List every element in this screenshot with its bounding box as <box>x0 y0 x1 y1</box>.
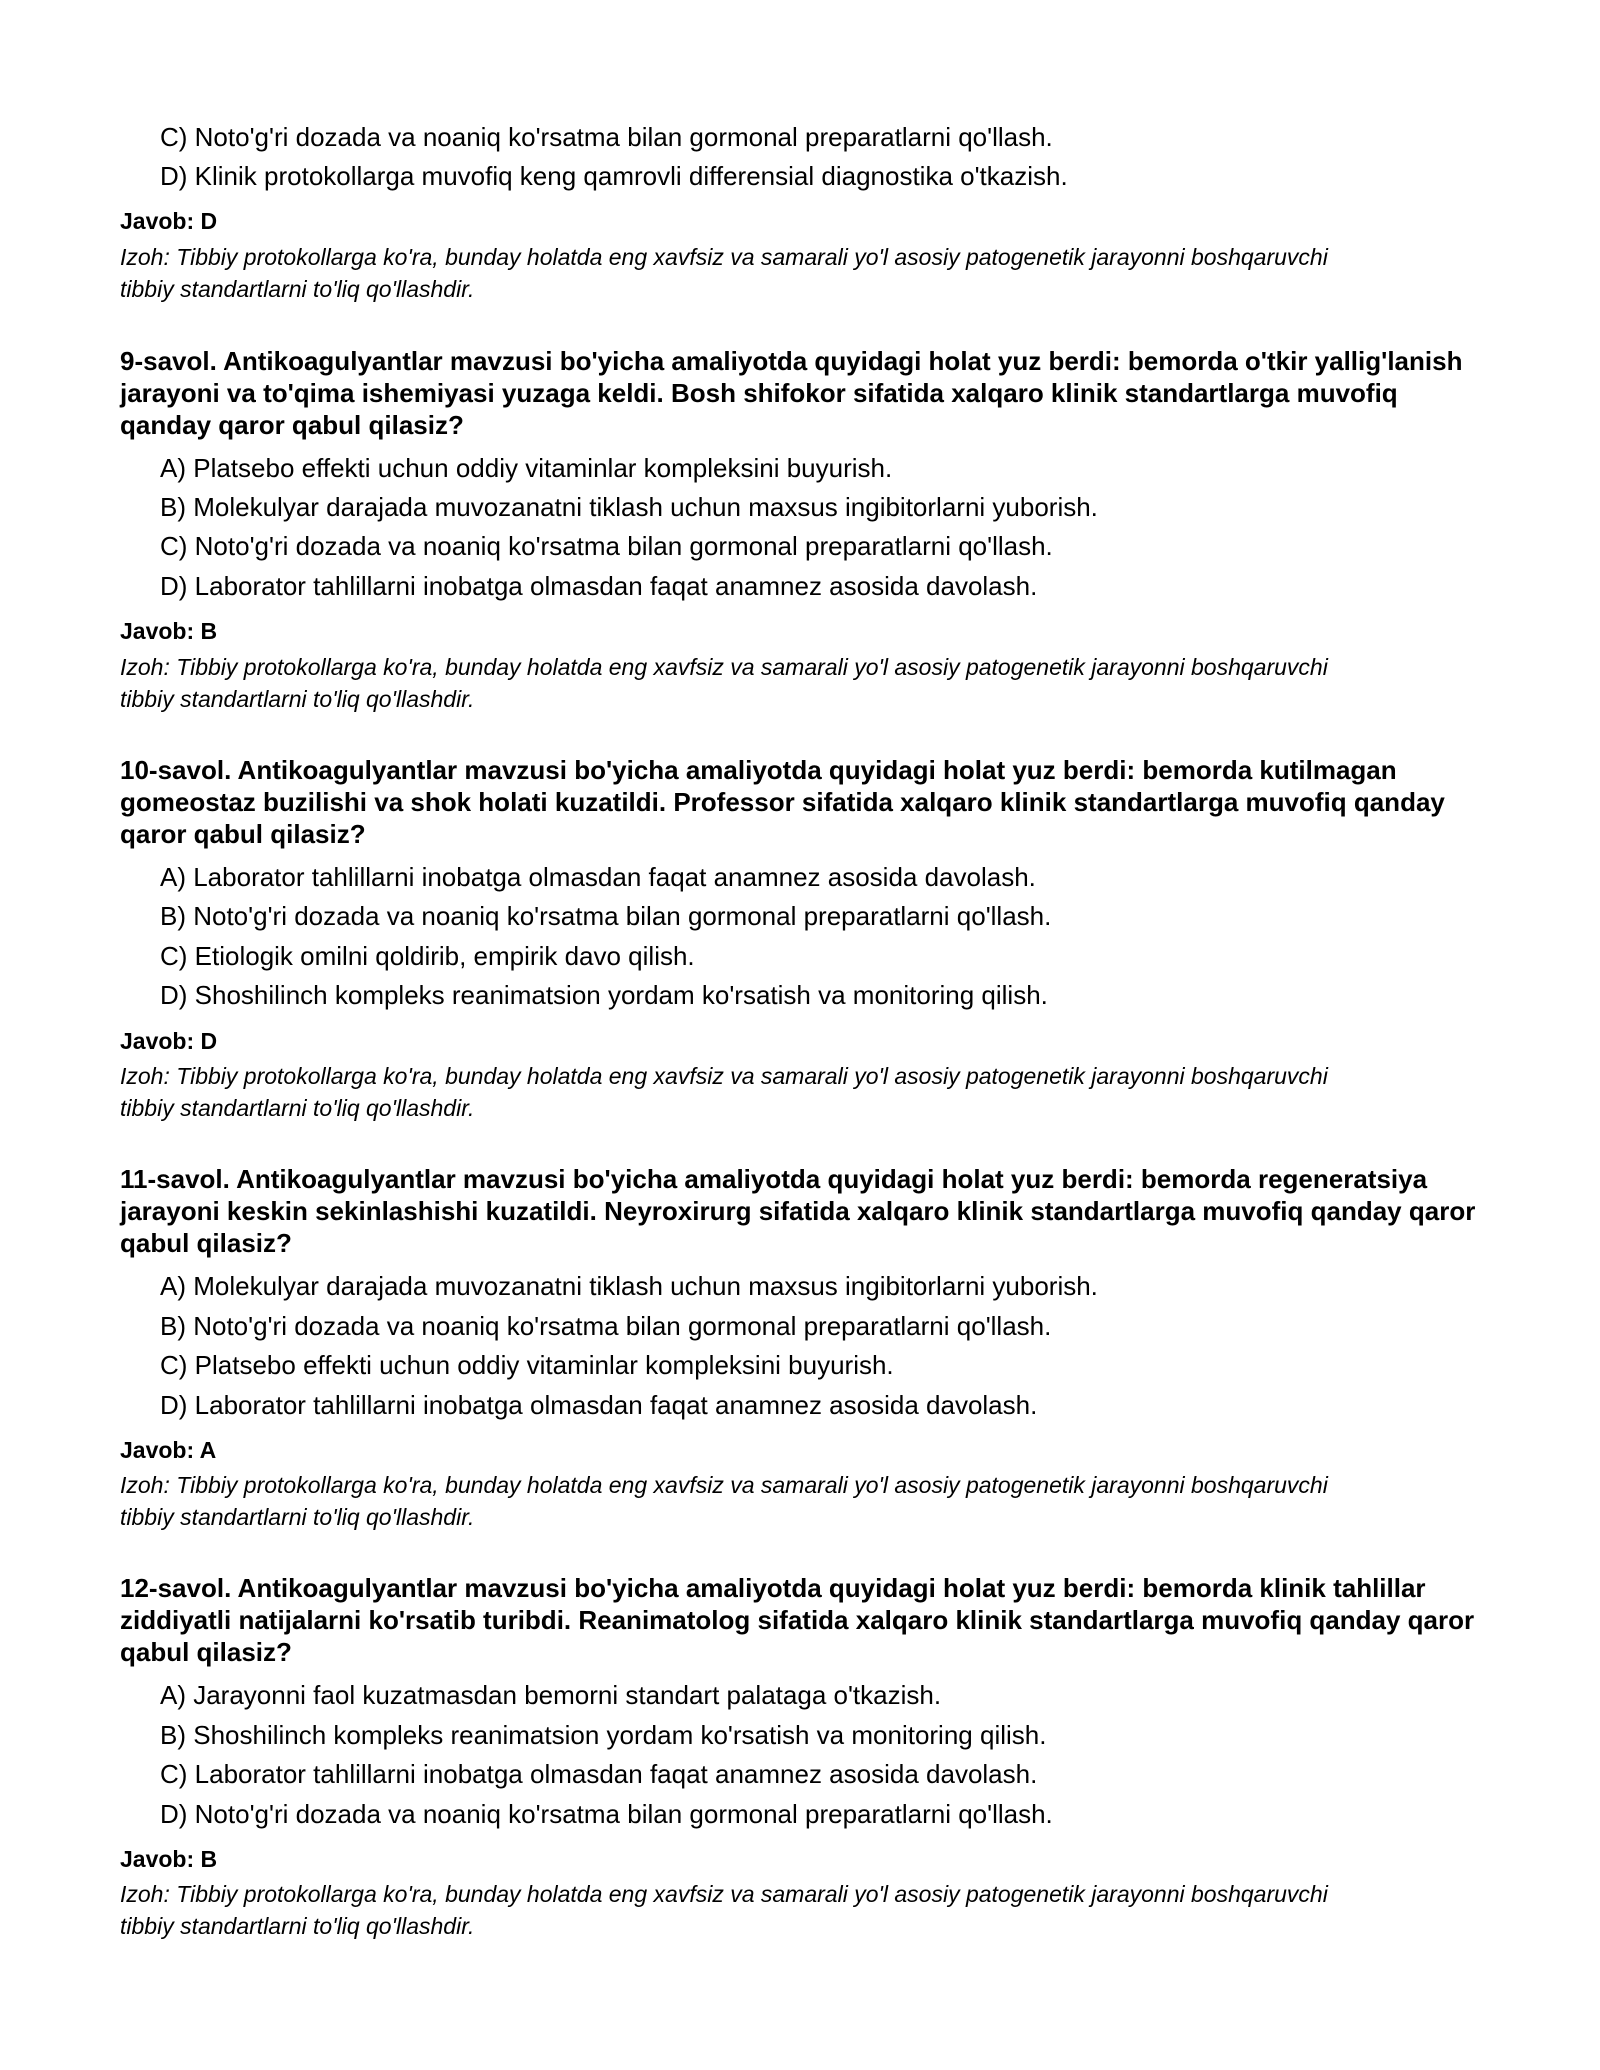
question-11-option-d: D) Laborator tahlillarni inobatga olmasdan faqat anamnez asosida davolash. <box>160 1390 1038 1420</box>
question-10-option-c: C) Etiologik omilni qoldirib, empirik davo qilish. <box>160 941 695 971</box>
question-12-option-b: B) Shoshilinch kompleks reanimatsion yordam ko'rsatish va monitoring qilish. <box>160 1720 1047 1750</box>
question-10-note: Izoh: Tibbiy protokollarga ko'ra, bunday holatda eng xavfsiz va samarali yo'l asosiy patogenetik jarayonni boshqaruvchi tibbiy standartlarni to'liq qo'llashdir. <box>120 1063 1328 1121</box>
explanation-note: Izoh: Tibbiy protokollarga ko'ra, bunday holatda eng xavfsiz va samarali yo'l asosiy patogenetik jarayonni boshqaruvchi tibbiy standartlarni to'liq qo'llashdir. <box>120 244 1328 302</box>
question-10-option-a: A) Laborator tahlillarni inobatga olmasdan faqat anamnez asosida davolash. <box>160 862 1036 892</box>
option-d: D) Klinik protokollarga muvofiq keng qamrovli differensial diagnostika o'tkazish. <box>160 161 1068 191</box>
question-9-option-c: C) Noto'g'ri dozada va noaniq ko'rsatma bilan gormonal preparatlarni qo'llash. <box>160 531 1053 561</box>
question-9-text: 9-savol. Antikoagulyantlar mavzusi bo'yicha amaliyotda quyidagi holat yuz berdi: bemorda o'tkir yallig'lanish jarayoni va to'qima ishemiyasi yuzaga keldi. Bosh shifokor sifatida xalqaro klinik standartlarga muvofiq qanday qaror qabul qilasiz? <box>120 346 1463 440</box>
question-11-option-b: B) Noto'g'ri dozada va noaniq ko'rsatma bilan gormonal preparatlarni qo'llash. <box>160 1311 1052 1341</box>
answer-label: Javob: D <box>120 208 218 234</box>
question-12-text: 12-savol. Antikoagulyantlar mavzusi bo'yicha amaliyotda quyidagi holat yuz berdi: bemorda klinik tahlillar ziddiyatli natijalarni ko'rsatib turibdi. Reanimatolog sifatida xalqaro klinik standartlarga muvofiq qanday qaror qabul qilasiz? <box>120 1573 1475 1667</box>
option-c: C) Noto'g'ri dozada va noaniq ko'rsatma bilan gormonal preparatlarni qo'llash. <box>160 122 1053 152</box>
question-10-option-b: B) Noto'g'ri dozada va noaniq ko'rsatma bilan gormonal preparatlarni qo'llash. <box>160 901 1052 931</box>
question-12-option-a: A) Jarayonni faol kuzatmasdan bemorni standart palataga o'tkazish. <box>160 1680 942 1710</box>
question-9-note: Izoh: Tibbiy protokollarga ko'ra, bunday holatda eng xavfsiz va samarali yo'l asosiy patogenetik jarayonni boshqaruvchi tibbiy standartlarni to'liq qo'llashdir. <box>120 654 1328 712</box>
question-10-answer: Javob: D <box>120 1028 218 1054</box>
question-9-option-b: B) Molekulyar darajada muvozanatni tiklash uchun maxsus ingibitorlarni yuborish. <box>160 492 1098 522</box>
question-9-option-a: A) Platsebo effekti uchun oddiy vitaminlar kompleksini buyurish. <box>160 453 893 483</box>
question-12-answer: Javob: B <box>120 1846 218 1872</box>
question-12-option-c: C) Laborator tahlillarni inobatga olmasdan faqat anamnez asosida davolash. <box>160 1759 1038 1789</box>
question-10-text: 10-savol. Antikoagulyantlar mavzusi bo'yicha amaliyotda quyidagi holat yuz berdi: bemorda kutilmagan gomeostaz buzilishi va shok holati kuzatildi. Professor sifatida xalqaro klinik standartlarga muvofiq qanday qaror qabul qilasiz? <box>120 755 1445 849</box>
question-11-answer: Javob: A <box>120 1437 217 1463</box>
question-10-option-d: D) Shoshilinch kompleks reanimatsion yordam ko'rsatish va monitoring qilish. <box>160 980 1048 1010</box>
question-11-option-a: A) Molekulyar darajada muvozanatni tiklash uchun maxsus ingibitorlarni yuborish. <box>160 1271 1098 1301</box>
question-9-answer: Javob: B <box>120 618 218 644</box>
question-11-option-c: C) Platsebo effekti uchun oddiy vitaminlar kompleksini buyurish. <box>160 1350 894 1380</box>
question-12-note: Izoh: Tibbiy protokollarga ko'ra, bunday holatda eng xavfsiz va samarali yo'l asosiy patogenetik jarayonni boshqaruvchi tibbiy standartlarni to'liq qo'llashdir. <box>120 1881 1328 1939</box>
question-9-option-d: D) Laborator tahlillarni inobatga olmasdan faqat anamnez asosida davolash. <box>160 571 1038 601</box>
question-12-option-d: D) Noto'g'ri dozada va noaniq ko'rsatma bilan gormonal preparatlarni qo'llash. <box>160 1799 1053 1829</box>
question-11-note: Izoh: Tibbiy protokollarga ko'ra, bunday holatda eng xavfsiz va samarali yo'l asosiy patogenetik jarayonni boshqaruvchi tibbiy standartlarni to'liq qo'llashdir. <box>120 1472 1328 1530</box>
question-11-text: 11-savol. Antikoagulyantlar mavzusi bo'yicha amaliyotda quyidagi holat yuz berdi: bemorda regeneratsiya jarayoni keskin sekinlashishi kuzatildi. Neyroxirurg sifatida xalqaro klinik standartlarga muvofiq qanday qaror qabul qilasiz? <box>120 1164 1476 1258</box>
